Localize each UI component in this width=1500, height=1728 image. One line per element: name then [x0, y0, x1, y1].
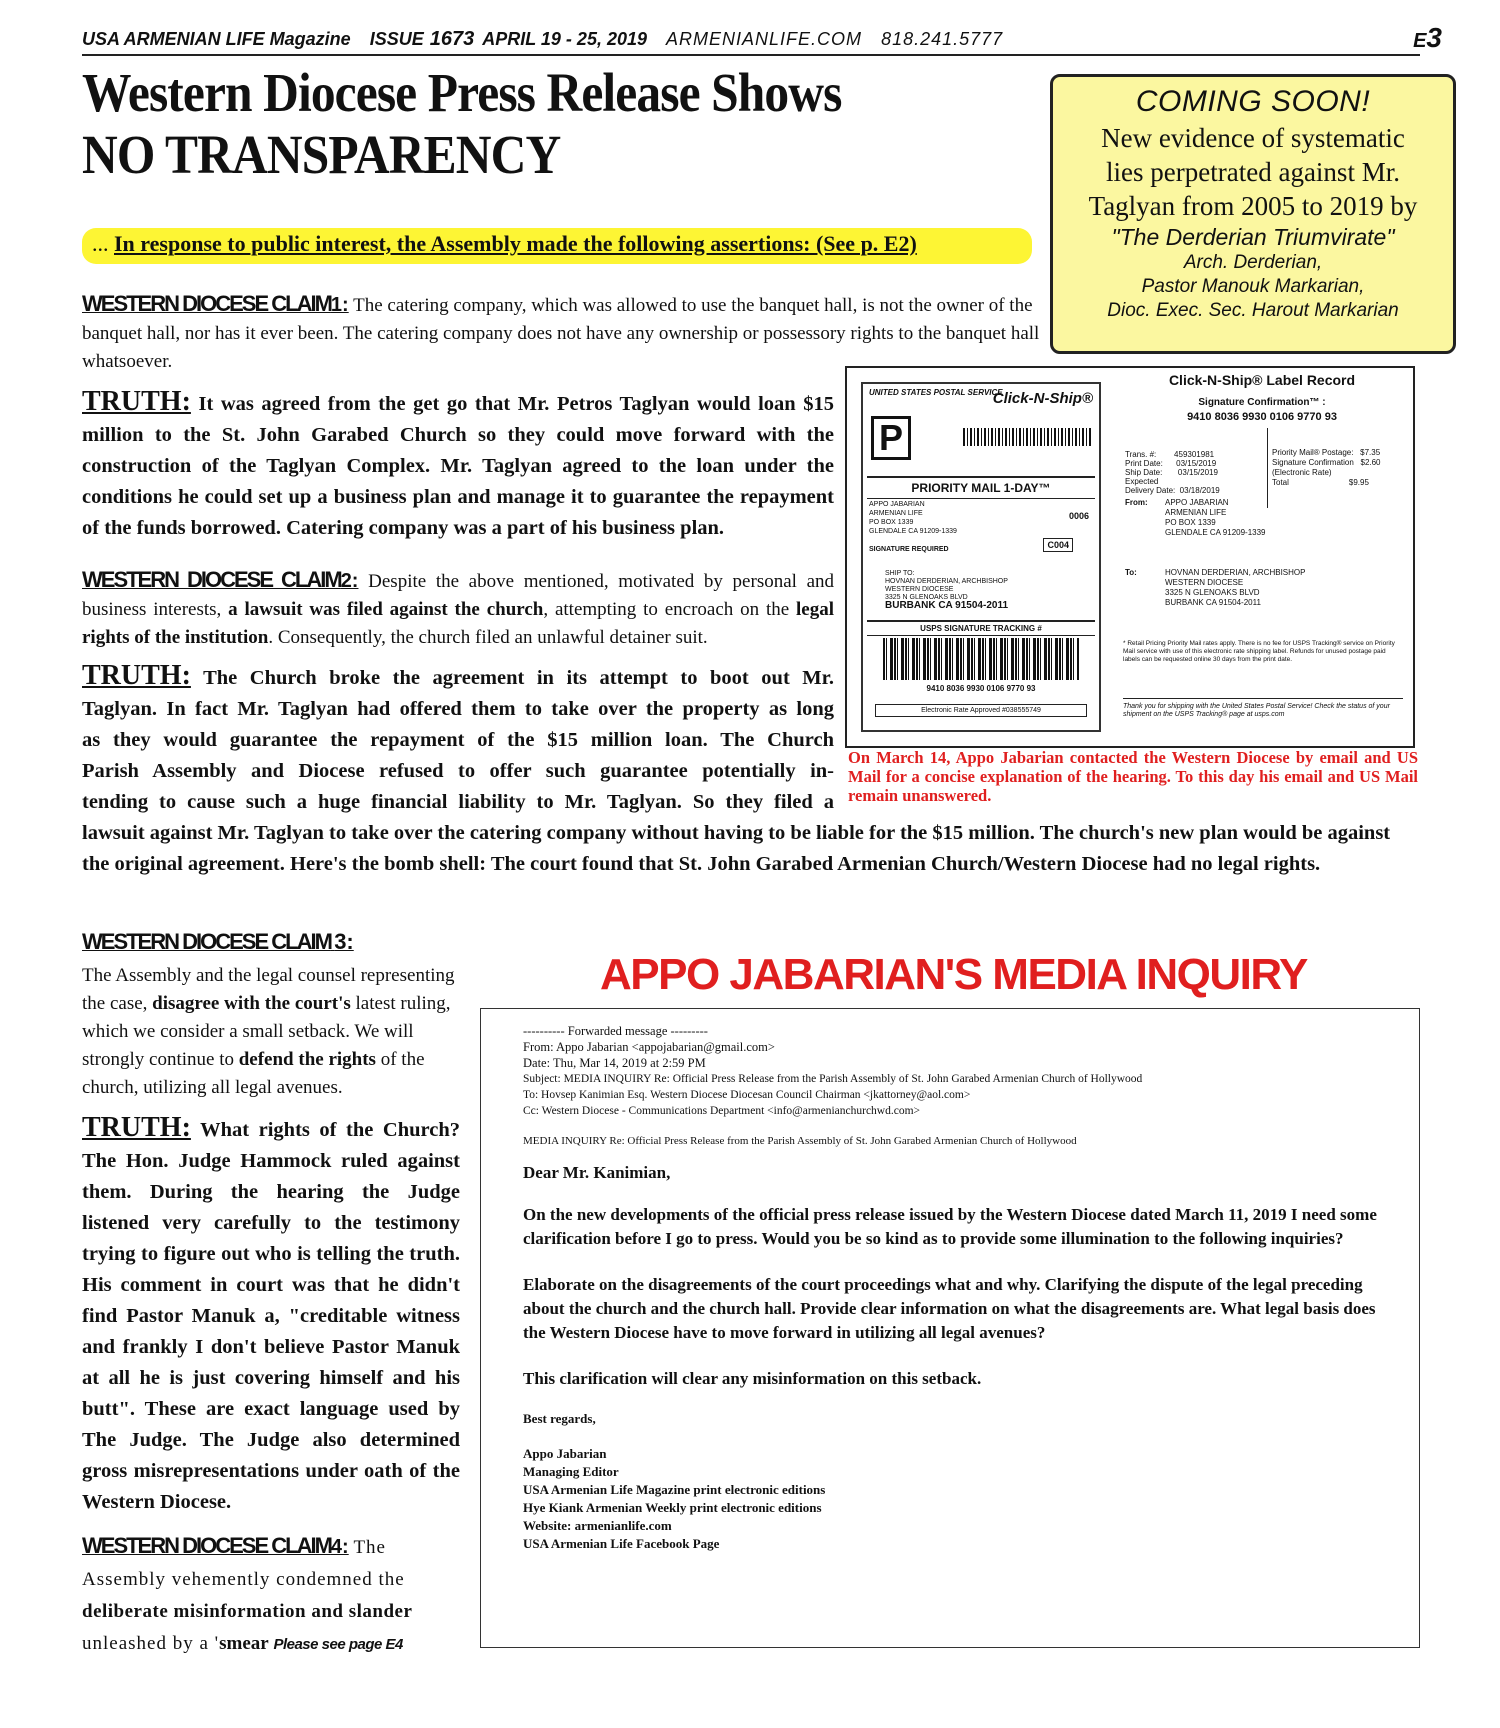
email-from: From: Appo Jabarian <appojabarian@gmail.com>: [523, 1040, 775, 1054]
label-caption: On March 14, Appo Jabarian contacted the Western Diocese by email and US Mail for a concise explanation of the hearing. To this day his email and US Mail remain unanswered.: [848, 748, 1418, 805]
email-subject: Subject: MEDIA INQUIRY Re: Official Press Release from the Parish Assembly of St. John Garabed Armenian Church of Hollywood: [523, 1073, 1143, 1085]
tracking-barcode: [883, 638, 1079, 680]
issue-number: 1673: [429, 28, 475, 50]
intro-highlight: ... In response to public interest, the Assembly made the following assertions: (See p. E2): [82, 228, 1032, 264]
truth-text: It was agreed from the get go that Mr. Petros Taglyan would loan $15 million to the St. John Garabed Church so they could move forward with the construction of the Taglyan Complex. Mr. Taglyan agreed to the loan under the conditions he could set up a business plan and manage it to guarantee the repayment of the funds borrowed. Catering company was a part of his business plan.: [82, 393, 835, 539]
email-paragraph: Elaborate on the disagreements of the court proceedings what and why. Clarifying the dispute of the legal preceding about the church and the church hall. Provide clear information on what the disagreements are. What legal basis does the Western Diocese have to move forward in utilizing all legal avenues?: [523, 1275, 1376, 1342]
claim-2: WESTERN DIOCESE CLAIM2: Despite the above mentioned, motivated by personal and business interests, a lawsuit was filed against the church, attempting to encroach on the legal rights of the institution. Consequently, the church filed an unlawful detainer suit.: [82, 567, 835, 648]
headline: [82, 62, 964, 186]
publication-name: USA ARMENIAN LIFE Magazine: [82, 29, 351, 49]
claim-1: [82, 290, 1047, 376]
coming-soon-box: [1050, 74, 1456, 354]
email-to: To: Hovsep Kanimian Esq. Western Diocese Diocesan Council Chairman <jkattorney@aol.com>: [523, 1089, 971, 1101]
triumvirate-label: "The Derderian Triumvirate": [1111, 224, 1395, 250]
claim-heading: WESTERN DIOCESE CLAIM4:: [82, 1533, 349, 1558]
email-paragraph: On the new developments of the official press release issued by the Western Diocese dated March 11, 2019 I need some clarification before I go to press. Would you be so kind as to provide some illumination to the following inquiries?: [523, 1205, 1377, 1248]
headline-line-1: Western Diocese Press Release Shows: [82, 62, 842, 123]
tracking-number: 9410 8036 9930 0106 9770 93: [926, 684, 1036, 693]
claim-4: WESTERN DIOCESE CLAIM4: The Assembly vehemently condemned the deliberate misinformation and slander unleashed by a 'smear Please see page E4: [82, 1533, 413, 1654]
truth-1: [82, 386, 834, 544]
truth-text: lawsuit against Mr. Taglyan to take over the catering company without having to be liable for the $15 million. The church's new plan would be against the original agreement. Here's the bomb shell: The court found that St. John Garabed Armenian Church/Western Diocese had no legal rights.: [82, 822, 1391, 875]
email-paragraph: This clarification will clear any misinformation on this setback.: [523, 1369, 982, 1388]
issue-info: ISSUE 1673 APRIL 19 - 25, 2019: [369, 28, 647, 50]
masthead: [82, 22, 1442, 56]
truth-2: TRUTH: The Church broke the agreement in its attempt to boot out Mr. Taglyan. In fact Mr. Taglyan had offered them to take over the property as long as they would guarantee the repayment of the $15 million loan. The Church Parish Assembly and Diocese refused to offer such guarantee potentially in- tending to cause such a huge financial liability to Mr. Taglyan. So they filed a lawsuit against Mr. Taglyan to take over the catering company without having to be liable for the $15 million. The church's new plan would be against the original agreement. Here's the bomb shell: The court found that St. John Garabed Armenian Church/Western Diocese had no legal rights.: [82, 660, 1422, 880]
claim-heading: WESTERN DIOCESE CLAIM2:: [82, 567, 359, 592]
media-inquiry-title: APPO JABARIAN'S MEDIA INQUIRY: [600, 950, 1307, 999]
triumvirate-name: Pastor Manouk Markarian,: [1141, 276, 1365, 297]
claim-text: The catering company, which was allowed to use the banquet hall, is not the owner of the banquet hall, nor has it ever been. The catering company does not have any ownership or possessory rights to the banquet hall whatsoever.: [82, 295, 1040, 372]
email-subject-repeat: MEDIA INQUIRY Re: Official Press Release from the Parish Assembly of St. John Garabed Armenian Church of Hollywood: [523, 1135, 1077, 1147]
email-cc: Cc: Western Diocese - Communications Department <info@armenianchurchwd.com>: [523, 1105, 921, 1117]
priority-p-icon: P: [871, 416, 911, 460]
triumvirate-name: Dioc. Exec. Sec. Harout Markarian: [1107, 300, 1399, 321]
email-date: Date: Thu, Mar 14, 2019 at 2:59 PM: [523, 1056, 706, 1070]
truth-heading: TRUTH:: [82, 660, 191, 691]
coming-soon-title: COMING SOON!: [1135, 85, 1371, 118]
usps-logo: UNITED STATES POSTAL SERVICE: [869, 388, 1003, 397]
truth-heading: TRUTH:: [82, 386, 191, 417]
label-to-address: SHIP TO: HOVNAN DERDERIAN, ARCHBISHOP WESTERN DIOCESE 3325 N GLENOAKS BLVD BURBANK CA 91504-2011: [885, 570, 1009, 611]
email-closing: Best regards,: [523, 1411, 596, 1426]
shipping-label-image: [845, 366, 1415, 748]
usps-label: UNITED STATES POSTAL SERVICE Click-N-Ship® P PRIORITY MAIL 1-DAY™ APPO JABARIAN ARMENIAN LIFE PO BOX 1339 GLENDALE CA 91209-1339 0006 SIGNATURE REQUIRED C004 SHIP TO: HOVNAN DERDERIAN, ARCHBISHOP WESTERN DIOCESE 3325 N GLENOAKS BLVD BURBANK CA 91504-2011 USPS SIGNATURE TRACKING # 9410 8036 9930 0106 9770 93 Electronic Rate Approved #038555749: [861, 382, 1101, 732]
issue-dates: APRIL 19 - 25, 2019: [482, 29, 647, 49]
email-greeting: Dear Mr. Kanimian,: [523, 1163, 671, 1182]
email-header: ---------- Forwarded message --------- From: Appo Jabarian <appojabarian@gmail.com> Date: Thu, Mar 14, 2019 at 2:59 PM Subject: MEDIA INQUIRY Re: Official Press Release from the Parish Assembly of St. John Garabed Armenian Church of Hollywood To: Hovsep Kanimian Esq. Western Diocese Diocesan Council Chairman <jkattorney@aol.com> Cc: Western Diocese - Communications Department <info@armenianchurchwd.com>: [523, 1023, 1377, 1119]
masthead-rule: [82, 54, 1420, 56]
triumvirate-name: Arch. Derderian,: [1183, 252, 1323, 273]
phone-number: 818.241.5777: [881, 29, 1004, 49]
claim-3: WESTERN DIOCESE CLAIM 3: The Assembly and the legal counsel representing the case, disagree with the court's latest ruling, which we consider a small setback. We will strongly continue to defend the rights of the church, utilizing all legal avenues.: [82, 928, 460, 1102]
truth-3: [82, 1112, 460, 1518]
truth-heading: TRUTH:: [82, 1112, 191, 1143]
claim-heading: WESTERN DIOCESE CLAIM 3:: [82, 929, 354, 954]
intro-text: In response to public interest, the Assembly made the following assertions: (See p. E2): [114, 231, 917, 256]
postage-barcode: [963, 428, 1093, 446]
continued-link[interactable]: Please see page E4: [273, 1636, 403, 1653]
label-from-address: APPO JABARIAN ARMENIAN LIFE PO BOX 1339 GLENDALE CA 91209-1339: [869, 501, 957, 535]
email-box: [480, 1008, 1420, 1648]
truth-text: What rights of the Church? The Hon. Judge Hammock ruled against them. During the hearing the Judge listened very carefully to the testimony trying to figure out who is telling the truth. His comment in court was that he didn't find Pastor Manuk a, "creditable witness and frankly I don't believe Pastor Manuk at all he is just covering himself and his butt". These are exact language used by The Judge. The Judge also determined gross misrepresentations under oath of the Western Diocese.: [82, 1119, 460, 1513]
page-number: E3: [1413, 22, 1442, 53]
website: ARMENIANLIFE.COM: [666, 29, 863, 49]
email-signature: Appo Jabarian Managing Editor USA Armenian Life Magazine print electronic editions Hye Kiank Armenian Weekly print electronic editions Website: armenianlife.com USA Armenian Life Facebook Page: [523, 1446, 826, 1551]
headline-line-2: NO TRANSPARENCY: [82, 124, 561, 185]
coming-soon-body: New evidence of systematic lies perpetrated against Mr. Taglyan from 2005 to 2019 by: [1088, 123, 1418, 221]
claim-heading: WESTERN DIOCESE CLAIM1:: [82, 291, 349, 316]
label-record: Click-N-Ship® Label Record Signature Confirmation™ : 9410 8036 9930 0106 9770 93 Trans. #: 459301981 Print Date: 03/15/2019 Ship Date: 03/15/2019 Expected Delivery Date: 03/18/2019 Priority Mail® Postage: $7.35 Signature Confirmation $2.60 (Electronic Rate) Total $9.95 From: APPO JABARIAN ARMENIAN LIFE PO BOX 1339 GLENDALE CA 91209-1339 To: HOVNAN DERDERIAN, ARCHBISHOP WESTERN DIOCESE 3325 N GLENOAKS BLVD BURBANK CA 91504-2011 * Retail Pricing Priority Mail rates apply. There is no fee for USPS Tracking® service on Priority Mail service with use of this electronic rate shipping label. Refunds for unused postage paid labels can be requested online 30 days from the print date. Thank you for shipping with the United States Postal Service! Check the status of your shipment on the USPS Tracking® page at usps.com: [1115, 368, 1409, 748]
